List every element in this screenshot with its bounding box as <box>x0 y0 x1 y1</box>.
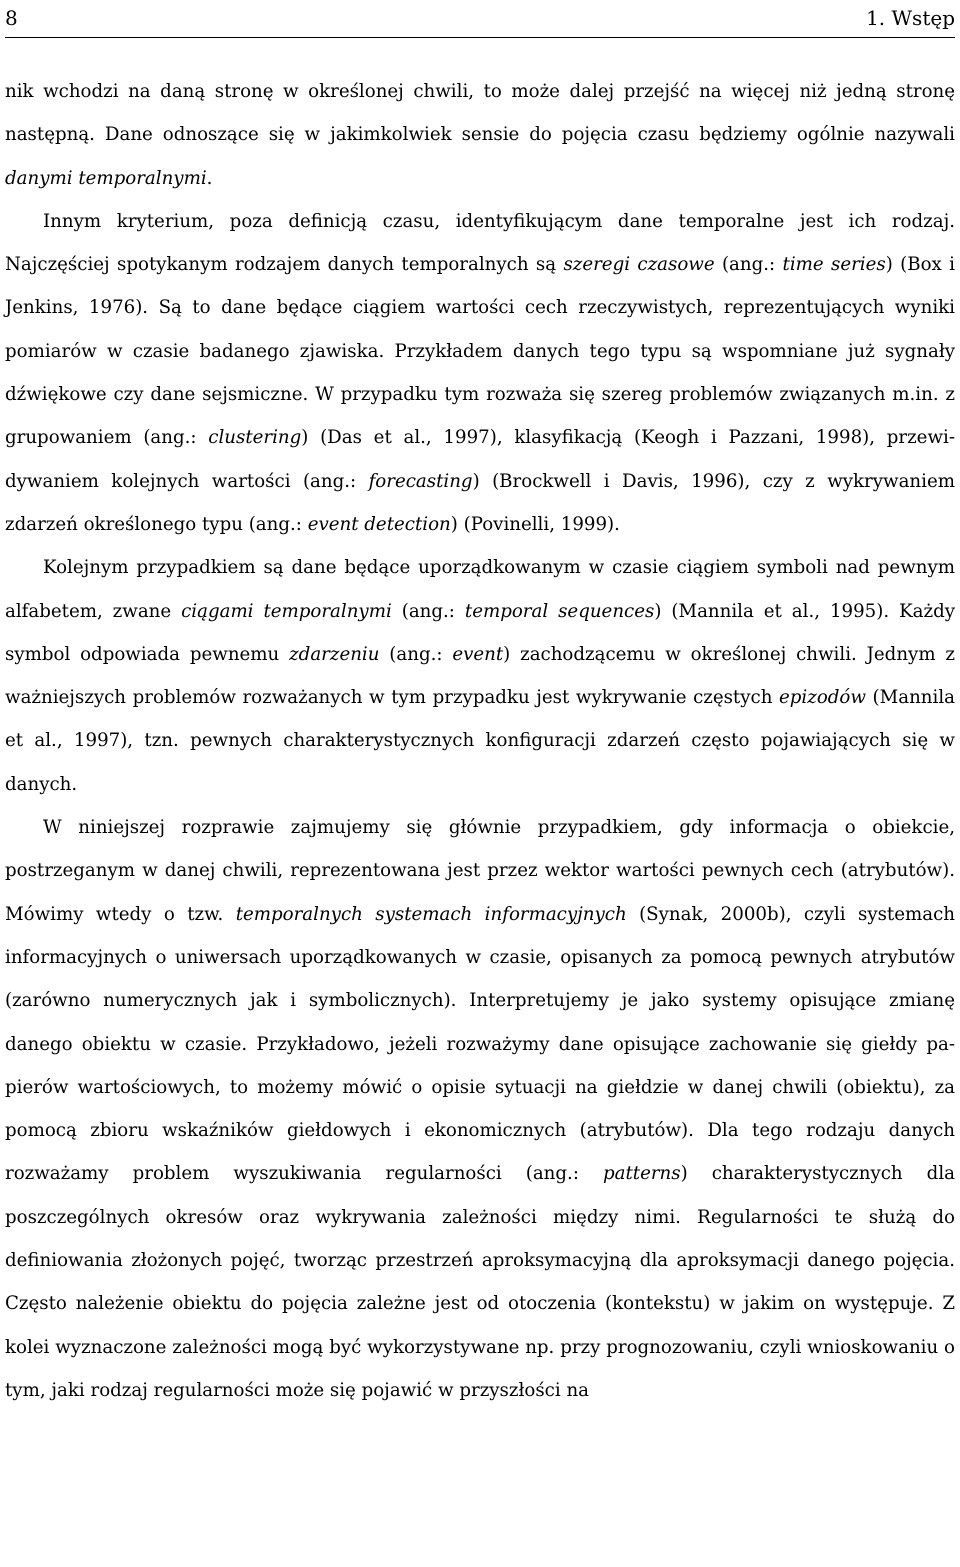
paragraph <box>5 546 955 806</box>
text-run: (ang.: <box>714 254 783 276</box>
text-run: ) (Das et al., 1997), klasyfikacją (Keogh i Pazzani, 1998), przewidywaniem kolejnych wartości (ang.: <box>5 427 955 492</box>
text-run: (Mannila et al., 1997), tzn. pewnych charakterystycznych konfiguracji zdarzeń często pojawiających się w danych. <box>5 687 956 795</box>
emphasis: event <box>452 643 504 665</box>
text-run: Kolejnym przypadkiem są dane będące uporządkowanym w czasie ciągiem symboli nad pewnym alfabetem, zwane <box>5 557 955 622</box>
text-run: ) (Box i Jenkins, 1976). Są to dane będące ciągiem wartości cech rzeczywistych, reprezentujących wyniki pomiarów w czasie badanego zjawiska. Przykładem danych tego typu są wspomniane już sygnały dźwiękowe czy dane sejsmiczne. W przypadku tym rozważa się szereg problemów związanych m.in. z grupowaniem (ang.: <box>5 254 955 449</box>
text-run: ) (Povinelli, 1999). <box>450 513 620 535</box>
body-text <box>5 70 955 1412</box>
text-run: W niniejszej rozprawie zajmujemy się głównie przypadkiem, gdy informacja o obiekcie, postrzeganym w danej chwili, reprezentowana jest przez wektor wartości pewnych cech (atrybutów). Mówimy wtedy o tzw. <box>5 817 955 925</box>
paragraph <box>5 70 955 200</box>
emphasis: temporalnych systemach informacyjnych <box>235 903 627 925</box>
emphasis: zdarzeniu <box>289 643 380 665</box>
emphasis: forecasting <box>368 470 473 492</box>
header-rule <box>5 37 955 38</box>
emphasis: szeregi czasowe <box>563 254 715 276</box>
text-run: (ang.: <box>379 643 453 665</box>
paragraph <box>5 200 955 546</box>
emphasis: event detection <box>307 513 451 535</box>
emphasis: clustering <box>208 427 302 449</box>
text-run: ) (Brockwell i Davis, 1996), czy z wykrywaniem zdarzeń określonego typu (ang.: <box>5 470 955 535</box>
emphasis: ciągami temporalnymi <box>181 600 392 622</box>
text-run: . <box>206 167 213 189</box>
text-run: ) charakterystycznych dla poszczególnych okresów oraz wykrywania zależności między nimi. Regularności te służą do definiowania złożonych pojęć, tworząc przestrzeń aproksymacyjną dla aproksymacji danego pojęcia. Często należenie obiektu do pojęcia zależne jest od otoczenia (kontekstu) w jakim on występuje. Z kolei wyznaczone zależności mogą być wykorzystywane np. przy prognozowaniu, czyli wnioskowaniu o tym, jaki rodzaj regularności może się pojawić w przyszłości na <box>5 1163 955 1401</box>
emphasis: temporal sequences <box>464 600 655 622</box>
text-run: ) zachodzącemu w określonej chwili. Jednym z ważniejszych problemów rozważanych w tym przypadku jest wykrywanie częstych <box>5 643 955 709</box>
text-run: Innym kryterium, poza definicją czasu, identyfikującym dane temporalne jest ich rodzaj. Najczęściej spotykanym rodzajem danych temporalnych są <box>5 210 955 276</box>
text-run: (Synak, 2000b), czyli systemach informacyjnych o uniwersach uporządkowanych w czasie, opisanych za pomocą pewnych atrybutów (zarówno numerycznych jak i symbolicznych). Interpretujemy je jako systemy opisujące zmianę danego obiektu w czasie. Przykładowo, jeżeli rozważymy dane opisujące zachowanie się giełdy papierów wartościowych, to możemy mówić o opisie sytuacji na giełdzie w danej chwili (obiektu), za pomocą zbioru wskaźników giełdowych i ekonomicznych (atrybutów). Dla tego rodzaju danych rozważamy problem wyszukiwania regularności (ang.: <box>5 903 955 1185</box>
emphasis: patterns <box>602 1163 681 1185</box>
emphasis: danymi temporalnymi <box>5 167 207 189</box>
page-number: 8 <box>5 6 18 30</box>
emphasis: epizodów <box>779 687 866 709</box>
emphasis: time series <box>782 254 886 276</box>
text-run: ) (Mannila et al., 1995). Każdy symbol odpowiada pewnemu <box>5 600 956 665</box>
text-run: (ang.: <box>391 600 465 622</box>
paragraph <box>5 806 955 1412</box>
text-run: nik wchodzi na daną stronę w określonej chwili, to może dalej przejść na więcej niż jedną stronę następną. Dane odnoszące się w jakimkolwiek sensie do pojęcia czasu będziemy ogólnie nazywali <box>5 81 955 146</box>
running-header <box>5 2 955 34</box>
chapter-title: 1. Wstęp <box>866 6 955 30</box>
